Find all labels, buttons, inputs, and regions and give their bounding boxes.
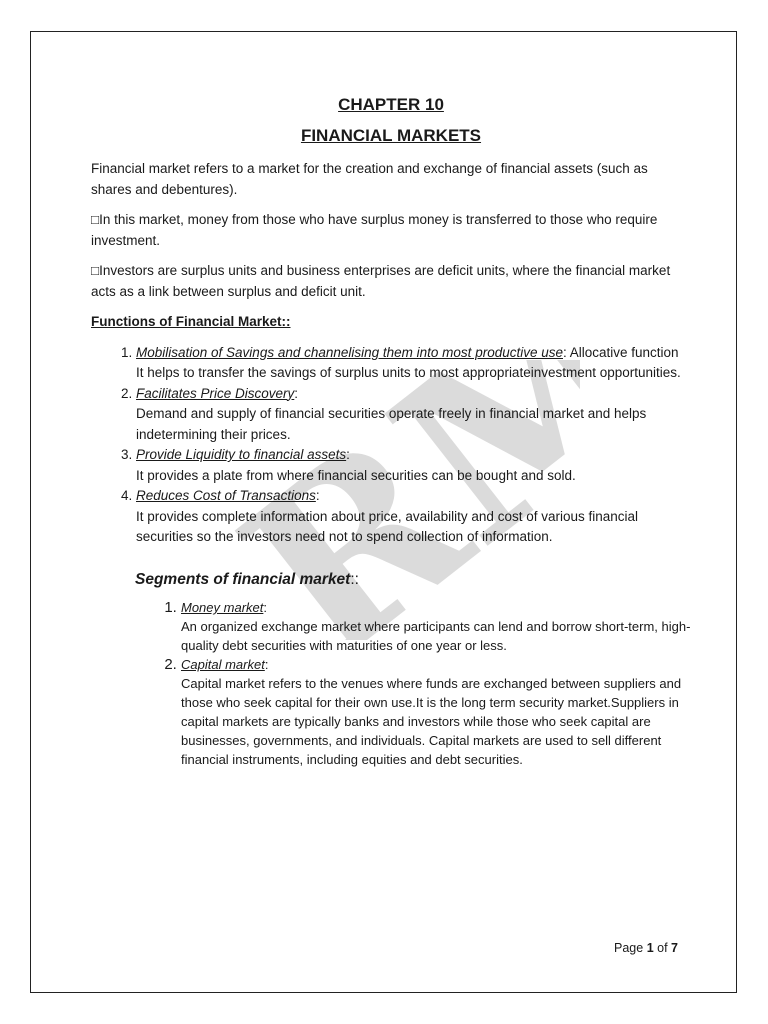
list-item [181, 655, 691, 769]
function-suffix: : [294, 385, 299, 401]
function-text: Demand and supply of financial securities operate freely in financial market and helps indetermining their prices. [136, 406, 647, 442]
segment-title: Money market [181, 600, 264, 615]
function-title: Reduces Cost of Transactions [136, 488, 316, 503]
segment-suffix: : [264, 657, 269, 672]
function-text: It provides a plate from where financial securities can be bought and sold. [136, 467, 576, 483]
chapter-heading: CHAPTER 10 [338, 95, 444, 114]
function-title: Mobilisation of Savings and channelising them into most productive use [136, 344, 563, 360]
intro-point-2: □Investors are surplus units and business enterprises are deficit units, where the financial market acts as a link between surplus and deficit unit. [91, 263, 671, 299]
page-label: Page [614, 941, 644, 955]
watermark-text: RM [220, 360, 580, 640]
page-number: 1 [646, 941, 654, 955]
of-label: of [657, 941, 668, 955]
list-item [136, 384, 691, 446]
intro-definition: Financial market refers to a market for the creation and exchange of financial assets (such as shares and debentures). [91, 161, 648, 197]
intro-point-1: □In this market, money from those who have surplus money is transferred to those who require investment. [91, 212, 658, 248]
function-text: It helps to transfer the savings of surplus units to most appropriateinvestment opportunities. [136, 365, 681, 380]
function-suffix: : Allocative function [563, 344, 679, 360]
segments-heading-text: Segments of financial market [135, 570, 351, 588]
function-suffix: : [315, 488, 320, 503]
list-item [136, 445, 691, 486]
segments-heading [135, 570, 691, 591]
functions-list [91, 343, 691, 548]
function-title: Facilitates Price Discovery [136, 385, 295, 401]
total-pages: 7 [671, 941, 678, 955]
functions-heading: Functions of Financial Market:: [91, 314, 291, 329]
segment-title: Capital market [181, 657, 265, 672]
function-title: Provide Liquidity to financial assets [136, 447, 347, 462]
page-footer [614, 941, 678, 955]
function-suffix: : [346, 447, 350, 462]
document-body [91, 92, 691, 769]
segment-text: An organized exchange market where participants can lend and borrow short-term, high-quality debt securities with maturities of one year or less. [181, 619, 691, 653]
list-item [136, 486, 691, 548]
segments-list [91, 598, 691, 769]
segment-suffix: : [263, 600, 267, 615]
list-item [181, 598, 691, 655]
page-title: FINANCIAL MARKETS [300, 126, 482, 145]
list-item [136, 343, 691, 384]
segments-heading-suffix: :: [350, 570, 359, 588]
function-text: It provides complete information about price, availability and cost of various financial securities so the investors need not to spend collection of information. [136, 508, 639, 544]
segment-text: Capital market refers to the venues where funds are exchanged between suppliers and those who seek capital for their own use.It is the long term security market.Suppliers in capital markets are typically banks and investors while those who seek capital are businesses, governments, and individuals. Capital markets are used to sell different financial instruments, including equities and debt securities. [181, 676, 682, 767]
